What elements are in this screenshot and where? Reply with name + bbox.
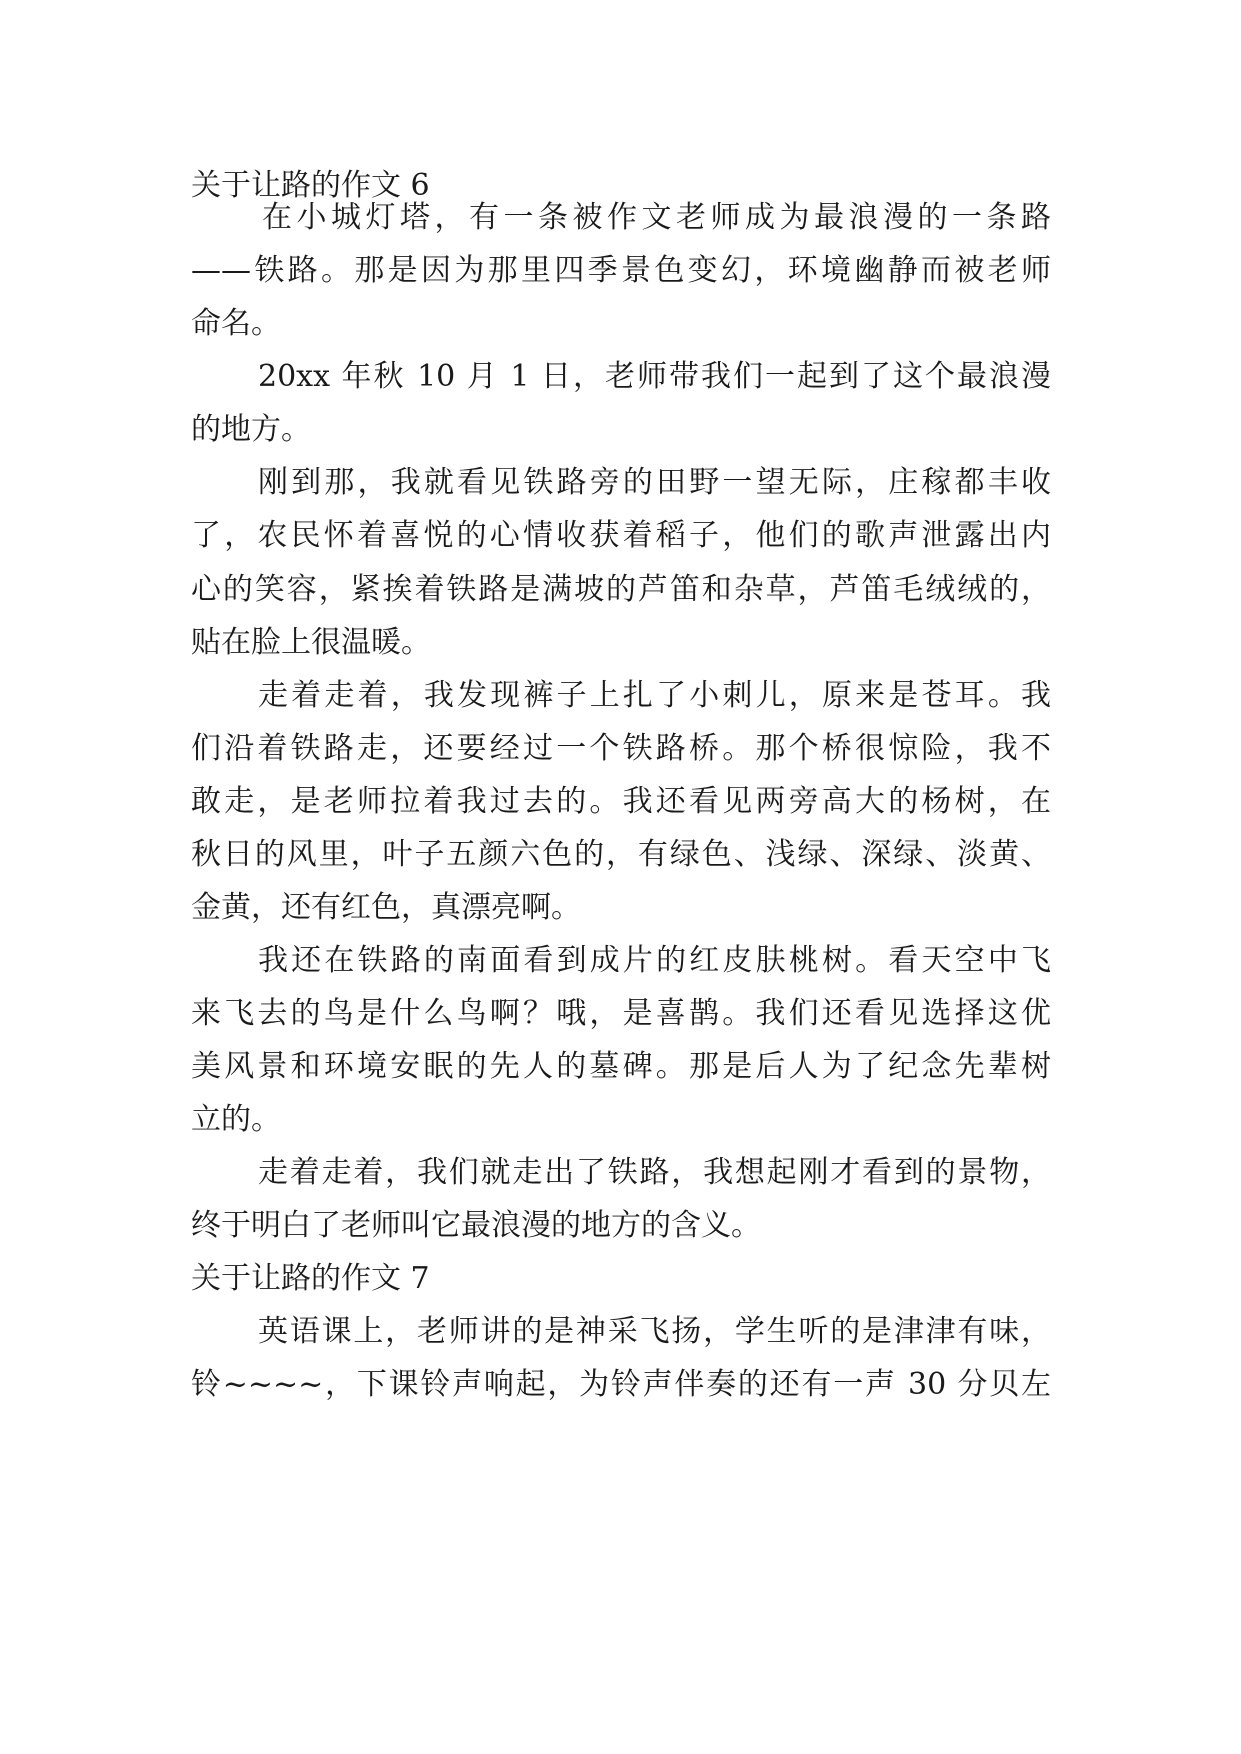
paragraph-1-line-2: ——铁路。那是因为那里四季景色变幻，环境幽静而被老师 [191,253,1051,288]
paragraph-4-line-3: 敢走，是老师拉着我过去的。我还看见两旁高大的杨树，在 [191,784,1051,819]
paragraph-1-line-1: 在小城灯塔，有一条被作文老师成为最浪漫的一条路 [262,200,1051,235]
paragraph-5-line-2: 来飞去的鸟是什么鸟啊？哦，是喜鹊。我们还看见选择这优 [191,996,1051,1031]
paragraph-5-line-4: 立的。 [191,1102,281,1137]
paragraph-6-line-1: 走着走着，我们就走出了铁路，我想起刚才看到的景物， [258,1155,1051,1190]
paragraph-3-line-3: 心的笑容，紧挨着铁路是满坡的芦笛和杂草，芦笛毛绒绒的， [191,572,1051,607]
paragraph-5-line-1: 我还在铁路的南面看到成片的红皮肤桃树。看天空中飞 [258,943,1051,978]
paragraph-1-line-3: 命名。 [191,306,281,341]
paragraph-3-line-2: 了，农民怀着喜悦的心情收获着稻子，他们的歌声泄露出内 [191,518,1051,553]
paragraph-5-line-3: 美风景和环境安眠的先人的墓碑。那是后人为了纪念先辈树 [191,1049,1051,1084]
paragraph-7-line-1: 英语课上，老师讲的是神采飞扬，学生听的是津津有味， [258,1314,1051,1349]
paragraph-4-line-1: 走着走着，我发现裤子上扎了小刺儿，原来是苍耳。我 [258,678,1051,713]
paragraph-6-line-2: 终于明白了老师叫它最浪漫的地方的含义。 [191,1208,761,1243]
paragraph-4-line-4: 秋日的风里，叶子五颜六色的，有绿色、浅绿、深绿、淡黄、 [191,837,1051,872]
paragraph-3-line-1: 刚到那，我就看见铁路旁的田野一望无际，庄稼都丰收 [258,465,1051,500]
paragraph-4-line-2: 们沿着铁路走，还要经过一个铁路桥。那个桥很惊险，我不 [191,731,1051,766]
essay-7-heading: 关于让路的作文 7 [191,1261,430,1296]
paragraph-3-line-4: 贴在脸上很温暖。 [191,625,431,660]
paragraph-2-line-2: 的地方。 [191,412,311,447]
essay-6-heading: 关于让路的作文 6 [191,168,430,203]
paragraph-4-line-5: 金黄，还有红色，真漂亮啊。 [191,890,581,925]
paragraph-7-line-2: 铃~~~~，下课铃声响起，为铃声伴奏的还有一声 30 分贝左 [191,1367,1051,1402]
paragraph-2-line-1: 20xx 年秋 10 月 1 日，老师带我们一起到了这个最浪漫 [258,359,1051,394]
